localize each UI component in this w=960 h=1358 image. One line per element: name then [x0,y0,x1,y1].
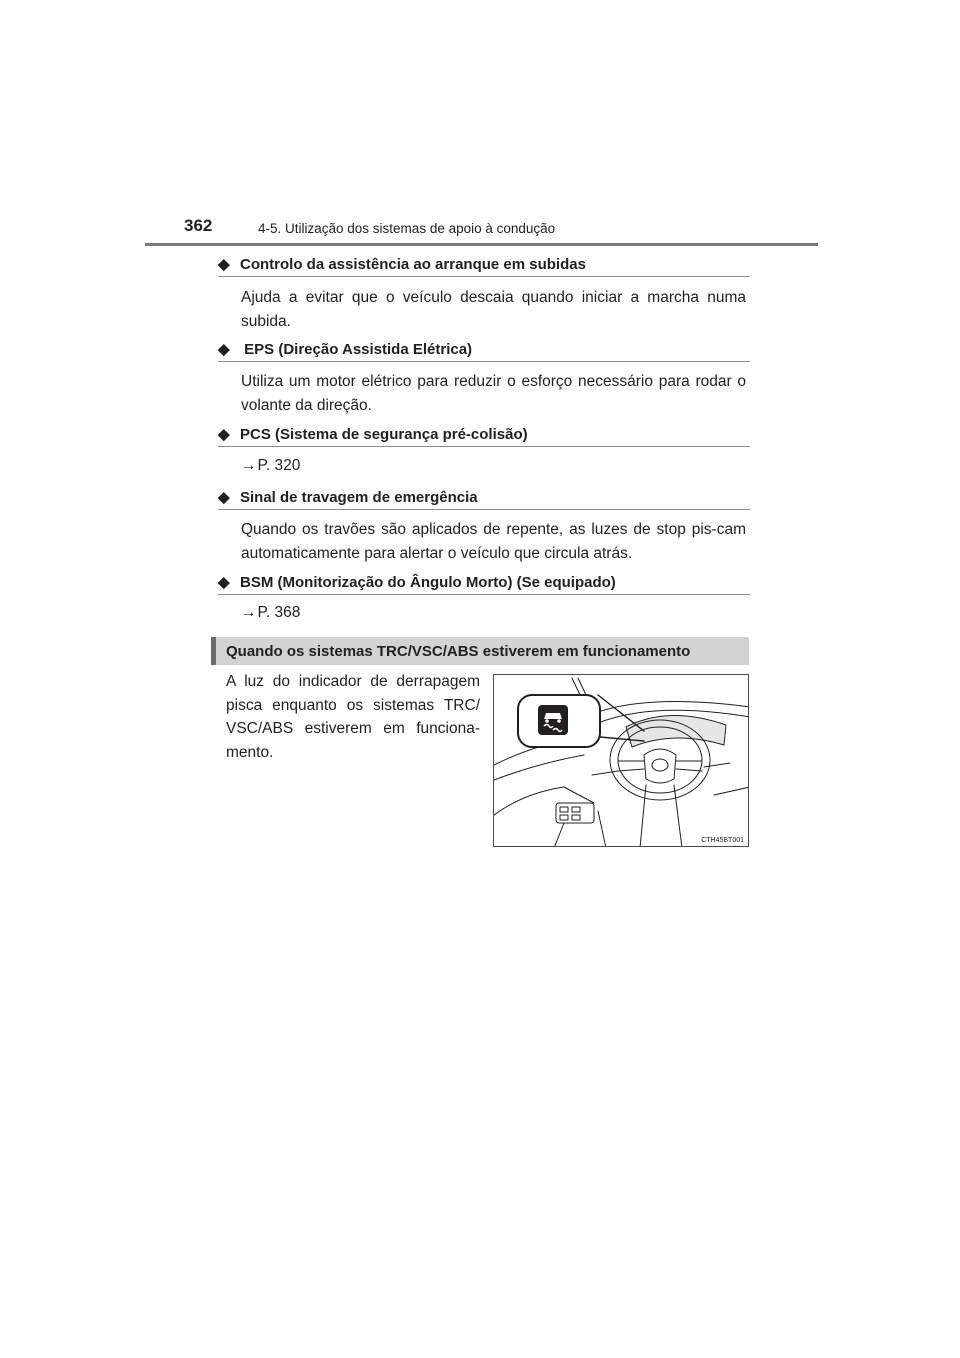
diamond-bullet-icon: ◆ [218,256,230,273]
arrow-icon: → [241,457,257,474]
header-rule [145,243,818,246]
dashboard-illustration [493,674,749,847]
reference-text: P. 368 [257,604,301,621]
arrow-icon: → [241,604,257,621]
section-title-text: BSM (Monitorização do Ângulo Morto) (Se equipado) [240,574,616,591]
page-reference-pcs[interactable] [241,457,300,475]
chapter-title: 4-5. Utilização dos sistemas de apoio à condução [258,221,556,236]
slip-indicator-icon [538,705,568,735]
section-body-eps: Utiliza um motor elétrico para reduzir o esforço necessário para rodar o volante da direção. [241,373,746,414]
diamond-bullet-icon: ◆ [218,426,230,443]
section-title-text: PCS (Sistema de segurança pré-colisão) [240,426,528,443]
info-box-title: Quando os sistemas TRC/VSC/ABS estiverem em funcionamento [226,643,691,660]
section-title-text: Sinal de travagem de emergência [240,489,478,506]
section-body-emergency-brake-signal: Quando os travões são aplicados de repente, as luzes de stop pis-cam automaticamente para alertar o veículo que circula atrás. [241,521,746,562]
section-title-text: EPS (Direção Assistida Elétrica) [240,341,473,358]
page-reference-bsm[interactable] [241,604,300,622]
section-rule [218,509,750,510]
info-box-text: A luz do indicador de derrapagem pisca enquanto os sistemas TRC/ VSC/ABS estiverem em funciona-mento. [226,673,480,761]
info-box-header [211,637,749,665]
section-rule [218,276,750,277]
reference-text: P. 320 [257,457,301,474]
diamond-bullet-icon: ◆ [218,574,230,591]
diamond-bullet-icon: ◆ [218,489,230,506]
section-title-bsm [218,573,616,591]
section-body-hill-start: Ajuda a evitar que o veículo descaia quando iniciar a marcha numa subida. [241,289,746,330]
section-rule [218,594,750,595]
section-title-pcs [218,425,528,443]
section-title-eps [218,340,472,358]
section-title-emergency-brake-signal [218,488,478,506]
section-rule [218,361,750,362]
steering-wheel-illustration [494,675,749,847]
figure-code: CTH45BT001 [701,837,744,844]
section-rule [218,446,750,447]
diamond-bullet-icon: ◆ [218,341,230,358]
section-title-text: Controlo da assistência ao arranque em subidas [240,256,586,273]
section-title-hill-start [218,255,586,273]
page-number: 362 [184,216,213,235]
